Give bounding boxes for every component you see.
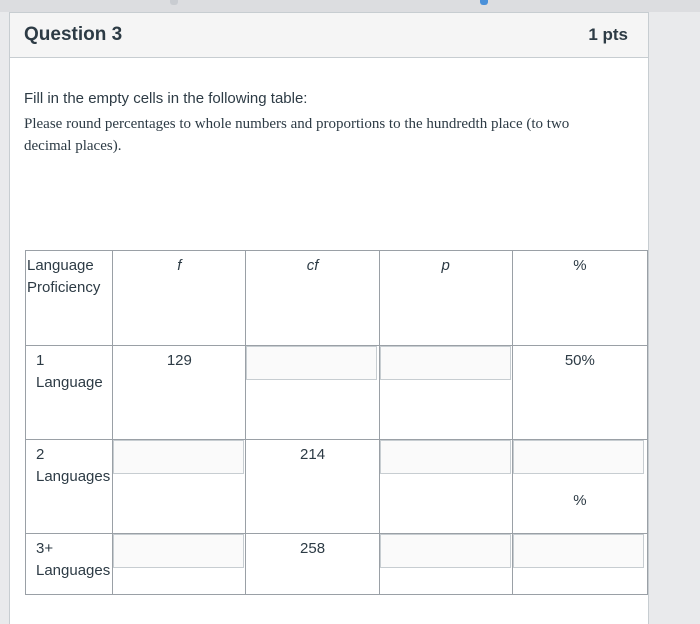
row-label-text: 1 Language (36, 352, 103, 391)
p-answer-input[interactable] (380, 534, 511, 568)
f-cell (113, 440, 246, 534)
row-label (26, 440, 113, 534)
table-row (26, 440, 648, 534)
percent-unit-label: % (573, 492, 587, 509)
table-row (26, 346, 648, 440)
f-cell (113, 534, 246, 595)
cf-value: 258 (246, 534, 379, 595)
header-f: f (113, 251, 246, 346)
tab-favicon-icon (480, 0, 488, 5)
cf-value: 214 (246, 440, 379, 534)
row-label (26, 534, 113, 595)
question-body (24, 90, 624, 157)
f-answer-input[interactable] (113, 440, 244, 474)
row-label (26, 346, 113, 440)
rounding-instruction: Please round percentages to whole numbers and proportions to the hundredth place (to two decimal places). (24, 116, 570, 154)
p-cell (379, 346, 512, 440)
percent-answer-input[interactable] (513, 440, 644, 474)
f-answer-input[interactable] (113, 534, 244, 568)
percent-cell (512, 534, 647, 595)
percent-answer-input[interactable] (513, 534, 644, 568)
row-label-text: 3+ Languages (36, 540, 111, 579)
p-answer-input[interactable] (380, 440, 511, 474)
percent-cell (512, 440, 647, 534)
question-title: Question 3 (24, 24, 123, 45)
cf-answer-input[interactable] (246, 346, 377, 380)
header-percent: % (512, 251, 647, 346)
row-label-text: 2 Languages (36, 446, 111, 485)
question-header (10, 12, 648, 58)
tab-favicon-icon (170, 0, 178, 5)
header-cf: cf (246, 251, 379, 346)
browser-tab-strip (0, 0, 700, 12)
question-card (9, 12, 649, 624)
frequency-table (25, 250, 648, 595)
table-row (26, 534, 648, 595)
percent-value: 50% (512, 346, 647, 440)
f-value: 129 (113, 346, 246, 440)
p-cell (379, 534, 512, 595)
instruction-text: Fill in the empty cells in the following table: (24, 90, 308, 107)
table-header-row (26, 251, 648, 346)
question-points: 1 pts (588, 25, 628, 44)
cf-cell (246, 346, 379, 440)
header-language-proficiency: Language Proficiency (26, 251, 113, 346)
p-cell (379, 440, 512, 534)
p-answer-input[interactable] (380, 346, 511, 380)
header-p: p (379, 251, 512, 346)
